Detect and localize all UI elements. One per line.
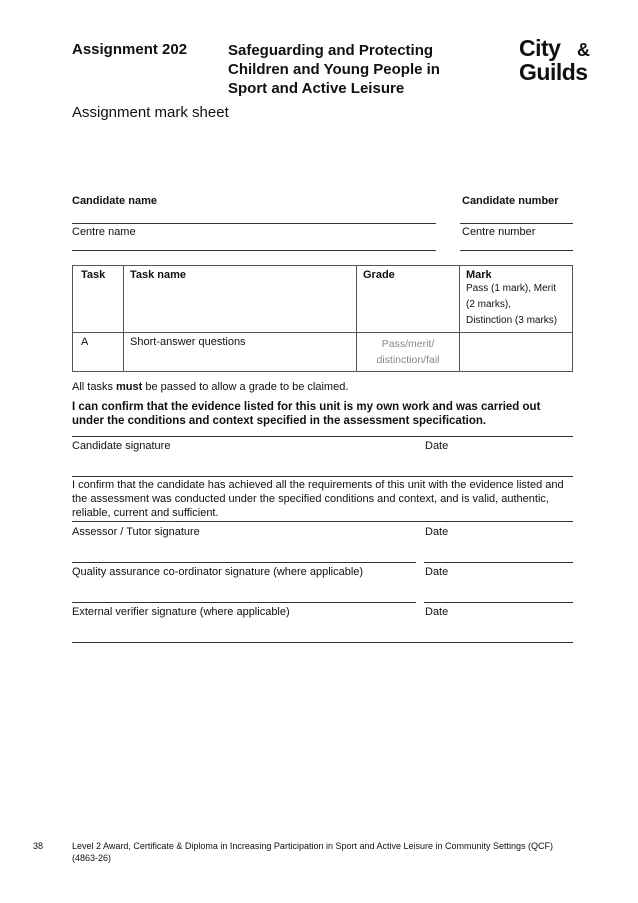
page-subtitle: Assignment mark sheet: [72, 104, 229, 121]
assessor-signature-label: Assessor / Tutor signature: [72, 526, 200, 538]
divider-line: [72, 436, 573, 437]
qa-date-line[interactable]: [424, 602, 573, 603]
qa-signature-label: Quality assurance co-ordinator signature (where applicable): [72, 566, 364, 578]
title-line: Safeguarding and Protecting: [228, 42, 434, 59]
centre-number-line[interactable]: [460, 250, 573, 251]
candidate-number-line[interactable]: [460, 223, 573, 224]
all-tasks-note: [72, 381, 348, 393]
assessor-signature-line[interactable]: [72, 562, 416, 563]
row-task: A: [73, 333, 124, 372]
note-text: All tasks: [72, 381, 117, 393]
divider-line: [72, 521, 573, 522]
title-line: Children and Young People in: [228, 61, 440, 78]
footer-line: Level 2 Award, Certificate & Diploma in Increasing Participation in Sport and Active Leisure in Community Settings (QCF): [72, 841, 554, 851]
date-label: Date: [425, 606, 449, 618]
header-grade: Grade: [357, 266, 460, 333]
logo-line: City: [519, 35, 561, 61]
centre-name-line[interactable]: [72, 250, 436, 251]
candidate-name-label: Candidate name: [72, 195, 157, 207]
mark-detail: Distinction (3 marks): [466, 315, 558, 326]
assignment-number: Assignment 202: [72, 41, 188, 58]
candidate-declaration: I can confirm that the evidence listed for this unit is my own work and was carried out under the conditions and context specified in the assessment specification.: [72, 401, 541, 427]
assessor-declaration: I confirm that the candidate has achieved all the requirements of this unit with the evidence listed and the assessment was conducted under the specified conditions and context, and is valid, authentic, reliable, current and sufficient.: [72, 479, 564, 519]
table-header-row: [73, 266, 573, 333]
note-emphasis: must: [116, 381, 143, 393]
ev-signature-line[interactable]: [72, 642, 573, 643]
mark-detail: (2 marks),: [466, 299, 511, 310]
candidate-signature-label: Candidate signature: [72, 440, 171, 452]
centre-name-label: Centre name: [72, 226, 136, 238]
logo-line: Guilds: [519, 59, 588, 85]
page-number: 38: [33, 841, 44, 851]
mark-heading: Mark: [466, 269, 492, 281]
qa-signature-line[interactable]: [72, 602, 416, 603]
marks-table: [72, 265, 573, 372]
assessor-date-line[interactable]: [424, 562, 573, 563]
footer-text: [72, 840, 592, 864]
mark-detail: Pass (1 mark), Merit: [466, 283, 557, 294]
header-task-name: Task name: [124, 266, 357, 333]
date-label: Date: [425, 526, 449, 538]
date-label: Date: [425, 566, 449, 578]
grade-option-text: Pass/merit/: [381, 338, 435, 350]
title-line: Sport and Active Leisure: [228, 80, 405, 97]
candidate-signature-line[interactable]: [72, 476, 573, 477]
candidate-name-line[interactable]: [72, 223, 436, 224]
row-task-name: Short-answer questions: [124, 333, 357, 372]
ev-signature-label: External verifier signature (where applicable): [72, 606, 290, 618]
candidate-number-label: Candidate number: [462, 195, 559, 207]
header-mark: [460, 266, 573, 333]
logo-ampersand: &: [577, 40, 590, 60]
grade-option-text: distinction/fail: [376, 354, 440, 366]
table-row: [73, 333, 573, 372]
row-grade[interactable]: [357, 333, 460, 372]
assignment-title: [228, 41, 488, 98]
note-text: be passed to allow a grade to be claimed.: [142, 381, 349, 393]
row-mark[interactable]: [460, 333, 573, 372]
footer-line: (4863-26): [72, 853, 112, 863]
centre-number-label: Centre number: [462, 226, 536, 238]
date-label: Date: [425, 440, 449, 452]
city-guilds-logo: [519, 36, 599, 84]
header-task: Task: [73, 266, 124, 333]
